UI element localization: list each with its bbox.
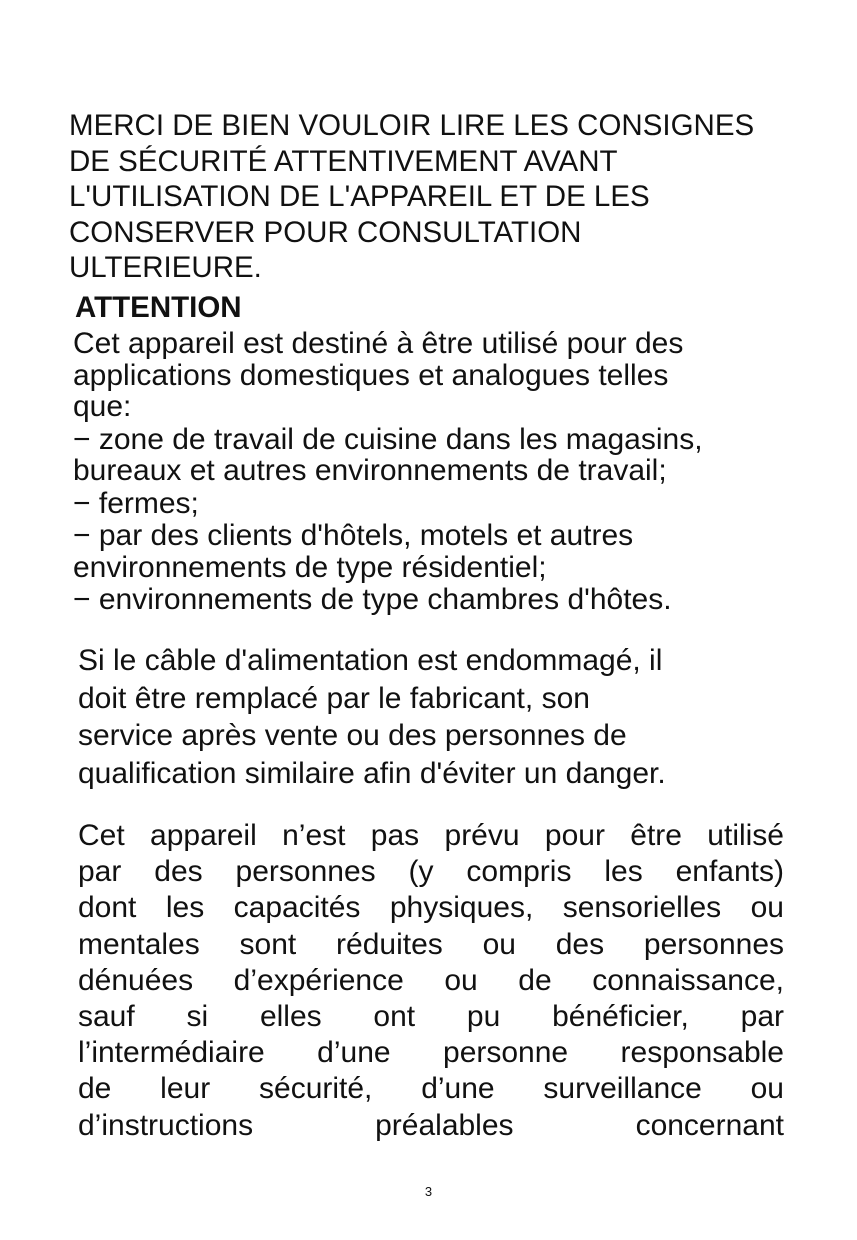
capacity-line: de leur sécurité, d’une surveillance ou xyxy=(78,1072,784,1106)
usage-bullet: − fermes; xyxy=(73,486,199,520)
usage-paragraph xyxy=(73,328,703,616)
intro-line: L'UTILISATION DE L'APPAREIL ET DE LES xyxy=(69,180,650,213)
cable-warning-paragraph xyxy=(78,642,666,792)
safety-intro-heading xyxy=(69,108,754,286)
cable-line: service après vente ou des personnes de xyxy=(78,719,627,752)
cable-line: doit être remplacé par le fabricant, son xyxy=(78,681,590,715)
usage-bullet: − zone de travail de cuisine dans les magasins, xyxy=(73,422,703,456)
cable-line: qualification similaire afin d'éviter un danger. xyxy=(78,756,666,790)
intro-line: MERCI DE BIEN VOULOIR LIRE LES CONSIGNES xyxy=(69,109,755,142)
capacity-line: mentales sont réduites ou des personnes xyxy=(78,927,784,961)
attention-heading: ATTENTION xyxy=(75,291,242,324)
usage-bullet: − environnements de type chambres d'hôtes. xyxy=(73,583,672,616)
intro-line: DE SÉCURITÉ ATTENTIVEMENT AVANT xyxy=(69,144,618,178)
usage-bullet: − par des clients d'hôtels, motels et autres xyxy=(73,519,634,552)
capacity-line: par des personnes (y compris les enfants) xyxy=(78,855,784,889)
capacity-line: l’intermédiaire d’une personne responsable xyxy=(78,1036,784,1070)
capacity-line: dénuées d’expérience ou de connaissance, xyxy=(78,963,784,997)
intro-line: ULTERIEURE. xyxy=(69,251,262,284)
page-number: 3 xyxy=(424,1184,433,1199)
cable-line: Si le câble d'alimentation est endommagé, il xyxy=(78,644,663,677)
capacity-warning-paragraph xyxy=(78,818,784,1144)
intro-line: CONSERVER POUR CONSULTATION xyxy=(69,215,582,249)
capacity-line: sauf si elles ont pu bénéficier, par xyxy=(78,1000,784,1034)
usage-line: environnements de type résidentiel; xyxy=(73,550,547,584)
capacity-line: Cet appareil n’est pas prévu pour être utilisé xyxy=(78,819,784,852)
capacity-line: d’instructions préalables concernant xyxy=(78,1108,784,1142)
capacity-line: dont les capacités physiques, sensorielles ou xyxy=(78,891,784,925)
usage-line: applications domestiques et analogues telles xyxy=(73,358,669,392)
usage-line: Cet appareil est destiné à être utilisé pour des xyxy=(73,327,684,360)
usage-line: que: xyxy=(73,390,132,423)
usage-line: bureaux et autres environnements de travail; xyxy=(73,454,667,487)
